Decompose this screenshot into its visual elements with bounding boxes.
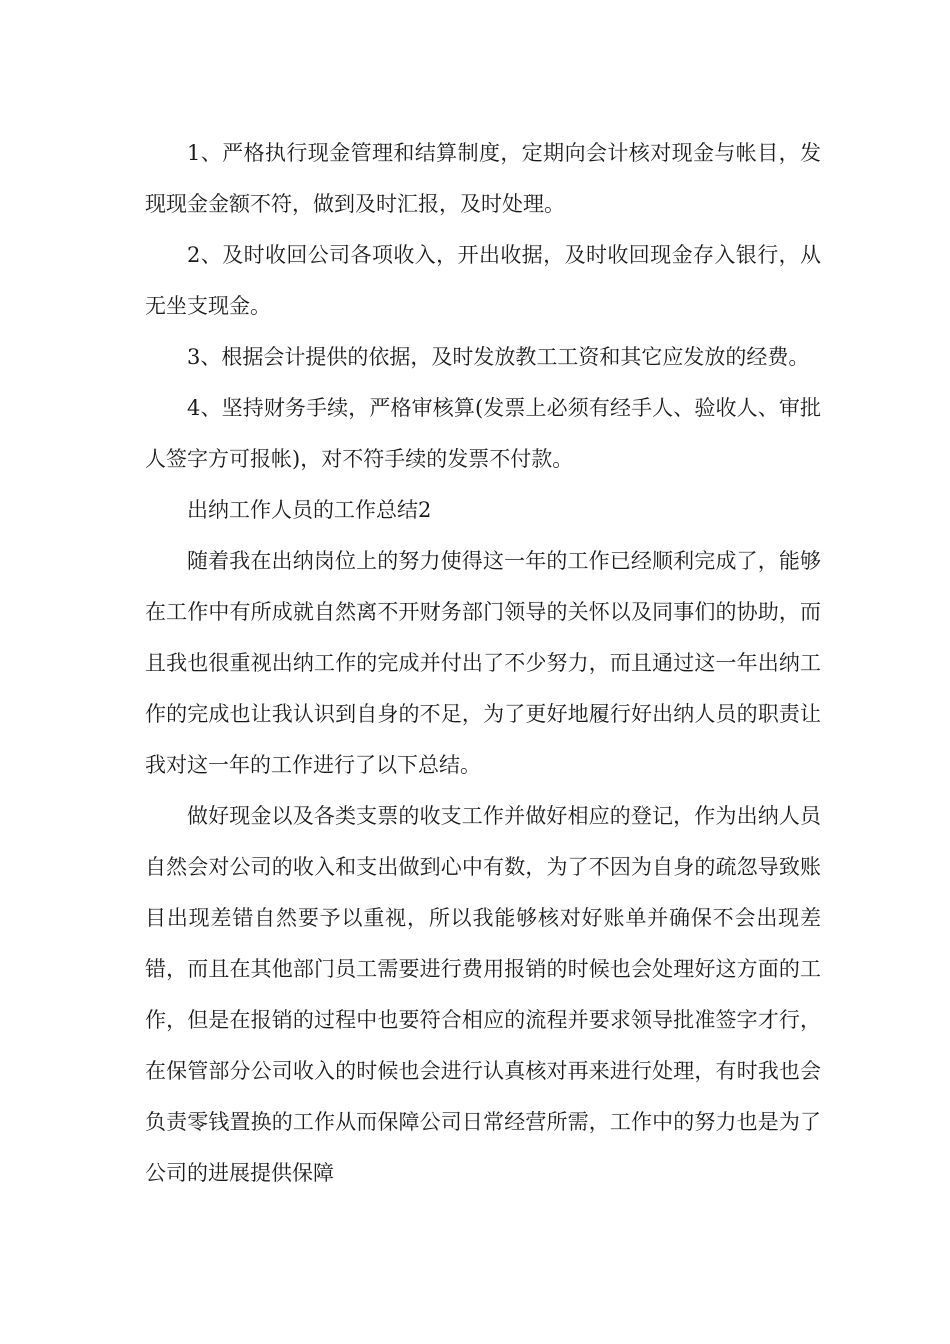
paragraph-audit-invoices: 4、坚持财务手续，严格审核算(发票上必须有经手人、验收人、审批人签字方可报帐)，对不符手续的发票不付款。 (145, 396, 821, 471)
paragraph-collect-income: 2、及时收回公司各项收入，开出收据，及时收回现金存入银行，从无坐支现金。 (145, 243, 821, 318)
paragraph-year-summary: 随着我在出纳岗位上的努力使得这一年的工作已经顺利完成了，能够在工作中有所成就自然离不开财务部门领导的关怀以及同事们的协助，而且我也很重视出纳工作的完成并付出了不少努力，而且通过这一年出纳工作的完成也让我认识到自身的不足，为了更好地履行好出纳人员的职责让我对这一年的工作进行了以下总结。 (145, 549, 821, 777)
paragraph-cash-and-checks: 做好现金以及各类支票的收支工作并做好相应的登记，作为出纳人员自然会对公司的收入和支出做到心中有数，为了不因为自身的疏忽导致账目出现差错自然要予以重视，所以我能够核对好账单并确保不会出现差错，而且在其他部门员工需要进行费用报销的时候也会处理好这方面的工作，但是在报销的过程中也要符合相应的流程并要求领导批准签字才行，在保管部分公司收入的时候也会进行认真核对再来进行处理，有时我也会负责零钱置换的工作从而保障公司日常经营所需，工作中的努力也是为了公司的进展提供保障 (145, 804, 821, 1185)
document-page (145, 128, 821, 1199)
paragraph-pay-wages: 3、根据会计提供的依据，及时发放教工工资和其它应发放的经费。 (187, 345, 810, 369)
section-heading: 出纳工作人员的工作总结2 (187, 498, 432, 522)
paragraph-cash-management: 1、严格执行现金管理和结算制度，定期向会计核对现金与帐目，发现现金金额不符，做到及时汇报，及时处理。 (145, 141, 821, 216)
